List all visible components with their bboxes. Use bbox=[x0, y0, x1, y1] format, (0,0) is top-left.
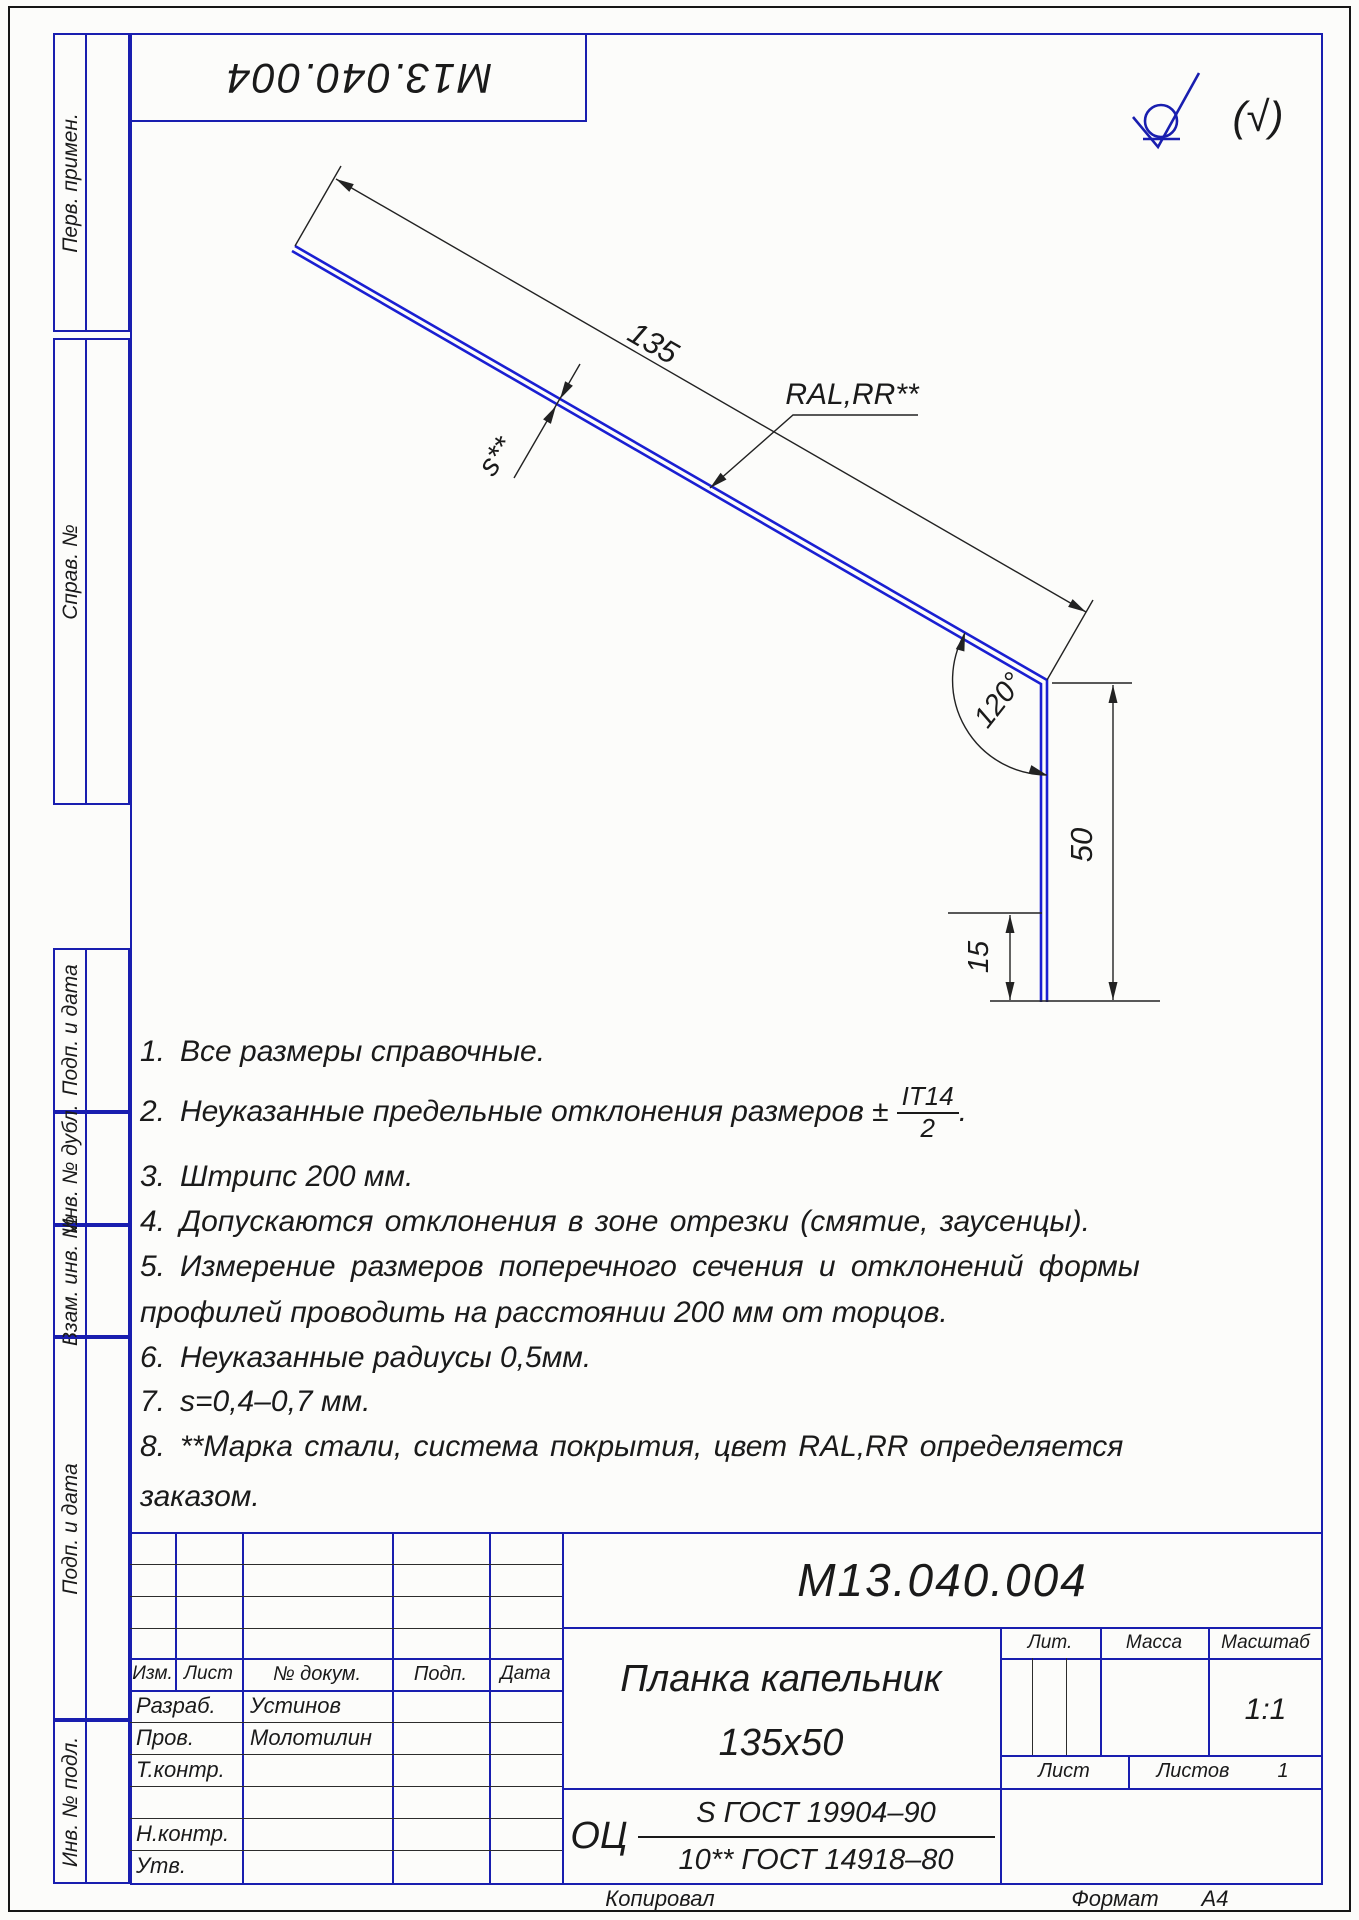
col-header-data: Дата bbox=[500, 1663, 551, 1684]
note-text: профилей проводить на расстоянии 200 мм от торцов. bbox=[140, 1296, 948, 1329]
sheet-label: Лист bbox=[1038, 1760, 1090, 1782]
staff-role: Н.контр. bbox=[136, 1821, 230, 1846]
grid-line bbox=[489, 1532, 491, 1884]
angle-label: 120° bbox=[967, 666, 1030, 734]
note-number: 7. bbox=[140, 1385, 166, 1418]
col-header-doc: № докум. bbox=[272, 1662, 362, 1685]
note-line-5b bbox=[140, 1291, 948, 1335]
grid-line bbox=[1032, 1658, 1033, 1755]
dim-50-label: 50 bbox=[1064, 827, 1099, 863]
grid-line bbox=[562, 1788, 1323, 1790]
format-value: А4 bbox=[1201, 1886, 1229, 1911]
scale-label: Масштаб bbox=[1221, 1632, 1310, 1653]
part-name-line2: 135x50 bbox=[718, 1721, 844, 1764]
margin-label: Инв. № подл. bbox=[59, 1736, 82, 1868]
sheets-value: 1 bbox=[1277, 1760, 1289, 1782]
note-line-3 bbox=[140, 1155, 413, 1199]
dim-135-label: 135 bbox=[622, 314, 685, 371]
note-number: 8. bbox=[140, 1430, 166, 1463]
staff-role: Пров. bbox=[136, 1725, 195, 1750]
note-text: Штрипс 200 мм. bbox=[180, 1160, 414, 1193]
margin-label: Перв. примен. bbox=[59, 112, 82, 253]
material-denominator: 10** ГОСТ 14918–80 bbox=[678, 1843, 954, 1876]
note-number: 2. bbox=[140, 1095, 166, 1128]
note-line-2 bbox=[140, 1082, 967, 1142]
note-line-6 bbox=[140, 1336, 591, 1380]
arrowheads bbox=[336, 179, 1118, 1000]
col-header-podp: Подп. bbox=[413, 1662, 468, 1685]
note-line-4 bbox=[140, 1200, 1090, 1244]
note-fraction bbox=[897, 1082, 959, 1142]
note-text: заказом. bbox=[140, 1480, 260, 1513]
grid-line bbox=[130, 1786, 562, 1787]
top-designation-text: М13.040.004 bbox=[224, 54, 493, 102]
copied-label: Копировал bbox=[605, 1886, 715, 1911]
fraction-denominator: 2 bbox=[920, 1112, 935, 1143]
grid-line bbox=[130, 1596, 562, 1597]
note-text: Допускаются отклонения в зоне отрезки (смятие, заусенцы). bbox=[180, 1205, 1090, 1238]
note-text: Все размеры справочные. bbox=[180, 1035, 546, 1068]
grid-line bbox=[1000, 1658, 1323, 1660]
note-line-8b bbox=[140, 1475, 260, 1519]
note-text: Измерение размеров поперечного сечения и отклонений формы bbox=[180, 1250, 1140, 1283]
staff-role: Т.контр. bbox=[136, 1757, 225, 1782]
note-line-8 bbox=[140, 1425, 1123, 1469]
margin-label: Инв. № дубл. bbox=[59, 1103, 82, 1234]
grid-line bbox=[130, 1532, 1323, 1534]
note-line-1 bbox=[140, 1030, 545, 1074]
roughness-icon bbox=[1133, 73, 1199, 147]
note-number: 3. bbox=[140, 1160, 166, 1193]
note-number: 5. bbox=[140, 1250, 166, 1283]
note-number: 1. bbox=[140, 1035, 166, 1068]
grid-line bbox=[242, 1532, 244, 1884]
note-line-5 bbox=[140, 1245, 1140, 1289]
staff-name: Молотилин bbox=[250, 1725, 373, 1750]
dim-15-label: 15 bbox=[963, 940, 995, 974]
note-text: Неуказанные предельные отклонения размеров ± bbox=[180, 1095, 889, 1128]
grid-line bbox=[130, 1628, 562, 1629]
grid-line bbox=[1000, 1627, 1002, 1884]
staff-role: Разраб. bbox=[136, 1693, 216, 1718]
roughness-note: (√) bbox=[1232, 93, 1284, 140]
note-text: **Марка стали, система покрытия, цвет RAL,RR определяется bbox=[180, 1430, 1124, 1463]
titleblock-designation: М13.040.004 bbox=[797, 1554, 1088, 1606]
mass-label: Масса bbox=[1125, 1632, 1183, 1653]
grid-line bbox=[392, 1532, 394, 1884]
grid-line bbox=[1066, 1658, 1067, 1755]
format-label: Формат bbox=[1071, 1886, 1159, 1911]
grid-line bbox=[130, 1564, 562, 1565]
margin-label: Подп. и дата bbox=[59, 964, 82, 1096]
dimension-lines bbox=[295, 166, 1160, 1001]
material-prefix: ОЦ bbox=[570, 1814, 628, 1857]
note-text: Неуказанные радиусы 0,5мм. bbox=[180, 1341, 592, 1374]
lit-label: Лит. bbox=[1027, 1632, 1073, 1653]
thickness-label: s** bbox=[471, 431, 521, 482]
material-numerator: S ГОСТ 19904–90 bbox=[696, 1796, 936, 1829]
margin-label: Справ. № bbox=[59, 523, 82, 620]
margin-label: Подп. и дата bbox=[59, 1462, 82, 1595]
note-number: 6. bbox=[140, 1341, 166, 1374]
margin-label: Взам. инв. № bbox=[59, 1216, 82, 1346]
col-header-izm: Изм. bbox=[132, 1663, 173, 1684]
part-name-line1: Планка капельник bbox=[620, 1657, 942, 1700]
staff-role: Утв. bbox=[136, 1853, 186, 1878]
col-header-list: Лист bbox=[184, 1663, 233, 1684]
fraction-numerator: IT14 bbox=[897, 1082, 959, 1114]
note-text: s=0,4–0,7 мм. bbox=[180, 1385, 371, 1418]
note-text-tail: . bbox=[958, 1095, 968, 1128]
sheets-label: Листов bbox=[1156, 1760, 1230, 1782]
material-fraction-bar bbox=[638, 1836, 995, 1838]
staff-name: Устинов bbox=[250, 1693, 341, 1718]
note-number: 4. bbox=[140, 1205, 166, 1238]
note-line-7 bbox=[140, 1380, 370, 1424]
dimension-labels bbox=[472, 315, 1099, 973]
scale-value: 1:1 bbox=[1244, 1692, 1287, 1726]
coating-label: RAL,RR** bbox=[785, 378, 919, 411]
